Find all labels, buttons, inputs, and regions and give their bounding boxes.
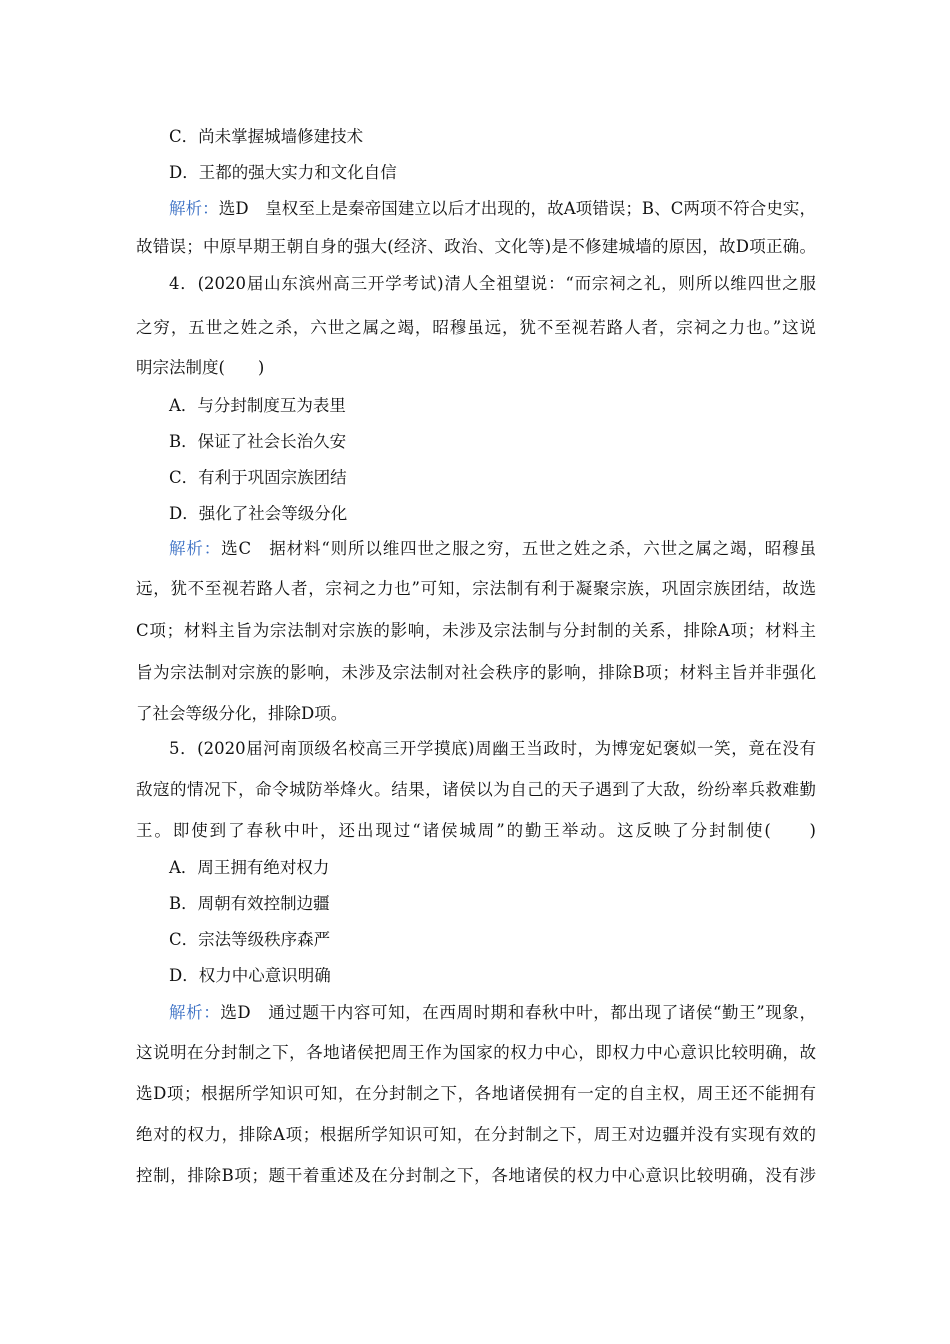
q4-analysis-line-5: 了社会等级分化，排除D项。 <box>136 704 348 723</box>
q3-option-d: D．王都的强大实力和文化自信 <box>169 163 397 182</box>
q4-analysis-line-2: 远，犹不至视若路人者，宗祠之力也”可知，宗法制有利于凝聚宗族，巩固宗族团结，故选 <box>136 579 816 598</box>
q3-analysis-line-1: 解析：选D 皇权至上是秦帝国建立以后才出现的，故A项错误；B、C两项不符合史实， <box>169 199 816 218</box>
q4-option-b: B．保证了社会长治久安 <box>169 432 347 451</box>
q5-stem-line-3: 王。即使到了春秋中叶，还出现过“诸侯城周”的勤王举动。这反映了分封制使( ) <box>136 821 816 840</box>
q5-analysis-line-5: 控制，排除B项；题干着重述及在分封制之下，各地诸侯的权力中心意识比较明确，没有涉 <box>136 1166 816 1185</box>
q3-analysis-line-2: 故错误；中原早期王朝自身的强大(经济、政治、文化等)是不修建城墙的原因，故D项正确。 <box>136 237 816 256</box>
q5-stem-line-1: 5．(2020届河南顶级名校高三开学摸底)周幽王当政时，为博宠妃褒姒一笑，竟在没有 <box>169 739 816 758</box>
q5-stem-line-2: 敌寇的情况下，命令城防举烽火。结果，诸侯以为自己的天子遇到了大敌，纷纷率兵救难勤 <box>136 780 816 799</box>
q4-stem-line-1: 4．(2020届山东滨州高三开学考试)清人全祖望说：“而宗祠之礼，则所以维四世之服 <box>169 274 816 293</box>
q3-option-c: C．尚未掌握城墙修建技术 <box>169 127 364 146</box>
q4-stem-line-3: 明宗法制度( ) <box>136 358 265 377</box>
q5-option-d: D．权力中心意识明确 <box>169 966 331 985</box>
q4-analysis-line-1: 解析：选C 据材料“则所以维四世之服之穷，五世之姓之杀，六世之属之竭，昭穆虽 <box>169 539 817 558</box>
q5-analysis-line-3: 选D项；根据所学知识可知，在分封制之下，各地诸侯拥有一定的自主权，周王还不能拥有 <box>136 1084 816 1103</box>
q4-analysis-line-3: C项；材料主旨为宗法制对宗族的影响，未涉及宗法制与分封制的关系，排除A项；材料主 <box>136 621 816 640</box>
q5-analysis-line-1: 解析：选D 通过题干内容可知，在西周时期和春秋中叶，都出现了诸侯“勤王”现象， <box>169 1003 816 1022</box>
q5-option-a: A．周王拥有绝对权力 <box>169 858 330 877</box>
q4-option-a: A．与分封制度互为表里 <box>169 396 346 415</box>
q4-analysis-line-4: 旨为宗法制对宗族的影响，未涉及宗法制对社会秩序的影响，排除B项；材料主旨并非强化 <box>136 663 816 682</box>
q5-option-c: C．宗法等级秩序森严 <box>169 930 331 949</box>
q4-option-d: D．强化了社会等级分化 <box>169 504 348 523</box>
q4-stem-line-2: 之穷，五世之姓之杀，六世之属之竭，昭穆虽远，犹不至视若路人者，宗祠之力也。”这说 <box>136 318 816 337</box>
analysis-label: 解析： <box>169 539 222 558</box>
q5-option-b: B．周朝有效控制边疆 <box>169 894 330 913</box>
q4-option-c: C．有利于巩固宗族团结 <box>169 468 347 487</box>
q5-analysis-line-4: 绝对的权力，排除A项；根据所学知识可知，在分封制之下，周王对边疆并没有实现有效的 <box>136 1125 816 1144</box>
analysis-label: 解析： <box>169 199 219 218</box>
analysis-label: 解析： <box>169 1003 221 1022</box>
q5-analysis-line-2: 这说明在分封制之下，各地诸侯把周王作为国家的权力中心，即权力中心意识比较明确，故 <box>136 1043 816 1062</box>
